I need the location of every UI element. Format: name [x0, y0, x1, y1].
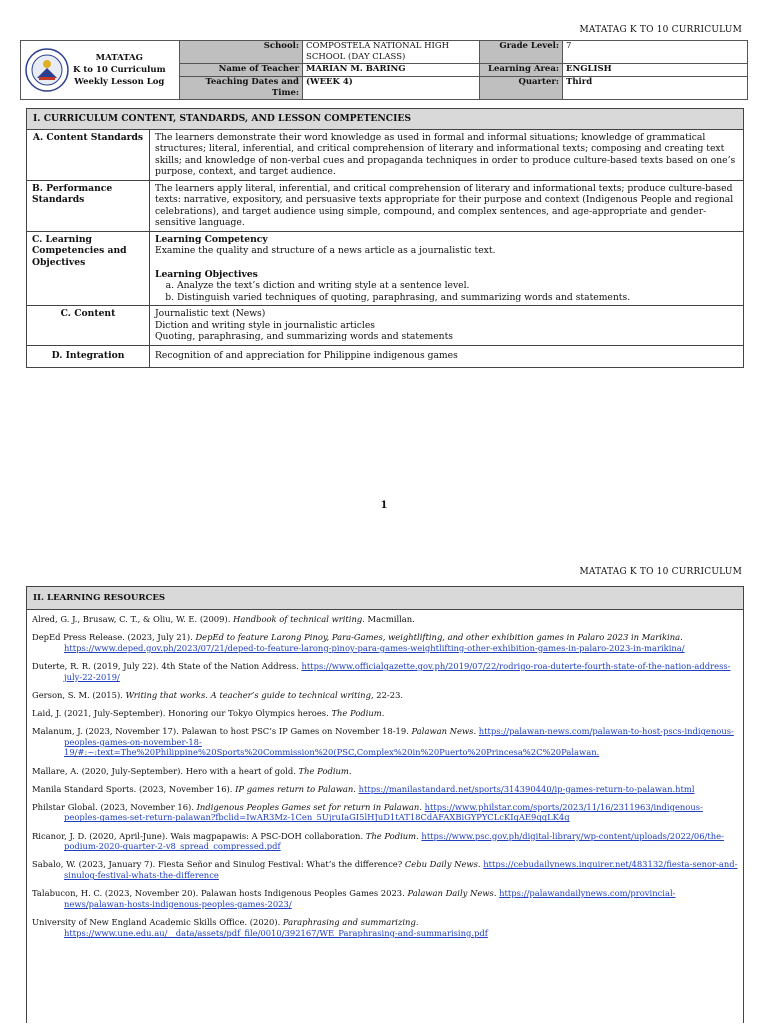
reference-suffix: . — [493, 888, 500, 899]
reference-title: Palawan News — [411, 726, 474, 737]
logo-line-1: MATATAG — [95, 53, 143, 63]
grade-level-label: Grade Level: — [480, 41, 563, 64]
teacher-value: MARIAN M. BARING — [303, 64, 480, 77]
reference-suffix: . — [416, 830, 422, 841]
integration-text: Recognition of and appreciation for Philippine indigenous games — [150, 345, 744, 368]
school-value: COMPOSTELA NATIONAL HIGH SCHOOL (DAY CLASS) — [303, 41, 480, 64]
reference-text: Gerson, S. M. (2015). — [32, 689, 126, 700]
content-standards-text: The learners demonstrate their word knowledge as used in formal and informal situations; knowledge of grammatical structures; literal, inferential, and critical comprehension of literary and informational texts; composing and creating text skills; and knowledge of non-verbal cues and propaganda techniques in order to produce culture-based texts based on one’s purpose, context, and target audience. — [150, 129, 744, 180]
reference-title: Writing that works. A teacher’s guide to technical writing — [125, 689, 371, 700]
reference-text: Philstar Global. (2023, November 16). — [32, 801, 197, 812]
reference-item — [32, 614, 738, 625]
content-standards-label: A. Content Standards — [32, 131, 144, 143]
reference-title: Cebu Daily News — [404, 859, 478, 870]
competencies-label: C. Learning Competencies and Objectives — [32, 233, 127, 268]
page-header: MATATAG K TO 10 CURRICULUM — [579, 567, 742, 577]
reference-suffix: . — [680, 632, 683, 643]
reference-text: DepEd Press Release. (2023, July 21). — [32, 632, 196, 643]
reference-title: Handbook of technical writing — [233, 614, 363, 624]
integration-label: D. Integration — [51, 349, 125, 361]
reference-text: Duterte, R. R. (2019, July 22). 4th State of the Nation Address. — [32, 660, 302, 671]
reference-title: Palawan Daily News — [407, 888, 494, 899]
reference-text: Malanum, J. (2023, November 17). Palawan to host PSC’s IP Games on November 18-19. — [32, 726, 412, 737]
reference-item — [32, 708, 738, 719]
reference-text: Talabucon, H. C. (2023, November 20). Palawan hosts Indigenous Peoples Games 2023. — [32, 888, 408, 899]
teaching-dates-label: Teaching Dates and Time: — [180, 77, 303, 100]
content-line: Quoting, paraphrasing, and summarizing words and statements — [155, 331, 453, 342]
resources-title: II. LEARNING RESOURCES — [27, 587, 743, 610]
reference-title: DepEd to feature Larong Pinoy, Para-Games, weightlifting, and other exhibition games in Palaro 2023 in Marikina — [195, 632, 681, 643]
logo-block — [21, 41, 180, 100]
reference-text: Mallare, A. (2020, July-September). Hero with a heart of gold. — [32, 765, 299, 776]
content-cell — [150, 306, 744, 346]
reference-suffix: . — [353, 783, 359, 794]
teacher-label: Name of Teacher — [180, 64, 303, 77]
reference-link[interactable]: https://www.psc.gov.ph/digital-library/wp-content/uploads/2022/06/the-podium-2020-quarter-2-v8_spread_compressed.pdf — [64, 830, 724, 852]
reference-title: Paraphrasing and summarizing — [282, 917, 416, 927]
reference-item — [32, 661, 738, 682]
reference-link[interactable]: https://www.une.edu.au/__data/assets/pdf_file/0010/392167/WE_Paraphrasing-and-summarising.pdf — [64, 927, 488, 938]
quarter-value: Third — [563, 77, 748, 100]
reference-title: The Podium — [298, 765, 349, 776]
reference-item — [32, 859, 738, 880]
teaching-dates-value: (WEEK 4) — [303, 77, 480, 100]
performance-standards-text: The learners apply literal, inferential, and critical comprehension of literary and informational texts; produce culture-based texts: narrative, expository, and persuasive texts appropriate for their purpose and context (Indigenous People and regional celebrations), and target audience using simple, compound, and complex sentences, and age-appropriate and gender-sensitive language. — [150, 180, 744, 231]
reference-link[interactable]: https://www.philstar.com/sports/2023/11/16/2311963/indigenous-peoples-games-set-return-palawan?fbclid=IwAR3Mz-1Cen_5UjruIaGI5lHJuD1tAT18CdAFAXBiGYPYCLcKIqAE9qqLK4g — [64, 801, 703, 823]
reference-item — [32, 802, 738, 823]
reference-link[interactable]: https://palawan-news.com/palawan-to-host-pscs-indigenous-peoples-games-on-november-18- 19/#:~:text=The%20Philippine%20Sports%20Commission%20(PSC,Complex%20in%20Puerto%20Princesa%2C%20Palawan. — [64, 726, 734, 758]
reference-item — [32, 888, 738, 909]
learning-area-label: Learning Area: — [480, 64, 563, 77]
logo-line-3: Weekly Lesson Log — [74, 77, 165, 87]
reference-suffix: . Macmillan. — [362, 614, 415, 624]
reference-title: Indigenous Peoples Games set for return in Palawan — [196, 801, 420, 812]
reference-text: Manila Standard Sports. (2023, November 16). — [32, 783, 236, 794]
reference-suffix: . — [381, 707, 385, 718]
objectives-list — [155, 280, 738, 303]
reference-item — [32, 726, 738, 758]
learning-area-value: ENGLISH — [563, 64, 748, 77]
reference-item — [32, 917, 738, 938]
lesson-header-table — [20, 40, 748, 100]
reference-title: The Podium — [365, 830, 417, 841]
reference-link[interactable]: https://palawandailynews.com/provincial-news/palawan-hosts-indigenous-peoples-games-2023/ — [64, 888, 676, 909]
page-number: 1 — [380, 500, 388, 511]
reference-item — [32, 766, 738, 777]
objective-b: b. Distinguish varied techniques of quoting, paraphrasing, and summarizing words and statements. — [177, 292, 738, 304]
reference-link[interactable]: https://cebudailynews.inquirer.net/483132/fiesta-senor-and-sinulog-festival-whats-the-difference — [64, 859, 738, 881]
competency-text: Examine the quality and structure of a news article as a journalistic text. — [155, 245, 496, 256]
content-line: Journalistic text (News) — [155, 308, 266, 319]
reference-text: University of New England Academic Skills Office. (2020). — [32, 917, 283, 927]
reference-title: IP games return to Palawan — [235, 783, 354, 794]
reference-suffix: . — [415, 917, 419, 927]
reference-link[interactable]: https://manilastandard.net/sports/314390440/ip-games-return-to-palawan.html — [358, 783, 695, 794]
reference-suffix: , 22-23. — [370, 689, 404, 700]
reference-text: Alred, G. J., Brusaw, C. T., & Oliu, W. E. (2009). — [32, 614, 234, 624]
competency-title: Learning Competency — [155, 233, 268, 245]
reference-link[interactable]: https://www.deped.gov.ph/2023/07/21/deped-to-feature-larong-pinoy-para-games-weightlifting-other-exhibition-games-in-palaro-2023-in-marikina/ — [64, 642, 685, 653]
grade-level-value: 7 — [563, 41, 748, 64]
reference-item — [32, 831, 738, 852]
reference-title: The Podium — [331, 707, 382, 718]
reference-text: Laid, J. (2021, July-September). Honoring our Tokyo Olympics heroes. — [32, 707, 332, 718]
objectives-title: Learning Objectives — [155, 268, 258, 280]
reference-item — [32, 690, 738, 701]
reference-text: Sabalo, W. (2023, January 7). Fiesta Señor and Sinulog Festival: What’s the difference? — [32, 859, 405, 870]
learning-resources-section — [26, 586, 744, 1023]
content-label: C. Content — [60, 308, 116, 319]
reference-link[interactable]: https://www.officialgazette.gov.ph/2019/07/22/rodrigo-roa-duterte-fourth-state-of-the-nation-address-july-22-2019/ — [64, 660, 731, 682]
deped-seal-icon — [25, 48, 69, 92]
reference-text: Ricanor, J. D. (2020, April-June). Wais magpapawis: A PSC-DOH collaboration. — [32, 830, 366, 841]
reference-item — [32, 632, 738, 653]
performance-standards-label: B. Performance Standards — [32, 182, 113, 205]
school-label: School: — [180, 41, 303, 64]
objective-a: a. Analyze the text’s diction and writing style at a sentence level. — [177, 280, 738, 292]
reference-item — [32, 784, 738, 795]
section-title: I. CURRICULUM CONTENT, STANDARDS, AND LESSON COMPETENCIES — [27, 109, 744, 130]
reference-suffix: . — [473, 726, 479, 737]
quarter-label: Quarter: — [480, 77, 563, 100]
reference-list — [27, 610, 743, 938]
reference-suffix: . — [348, 765, 352, 776]
reference-suffix: . — [419, 801, 425, 812]
curriculum-table — [26, 108, 744, 368]
logo-line-2: K to 10 Curriculum — [73, 65, 166, 75]
reference-suffix: . — [477, 859, 484, 870]
competencies-cell — [150, 231, 744, 306]
content-line: Diction and writing style in journalistic articles — [155, 319, 375, 331]
page-header: MATATAG K TO 10 CURRICULUM — [579, 25, 742, 35]
